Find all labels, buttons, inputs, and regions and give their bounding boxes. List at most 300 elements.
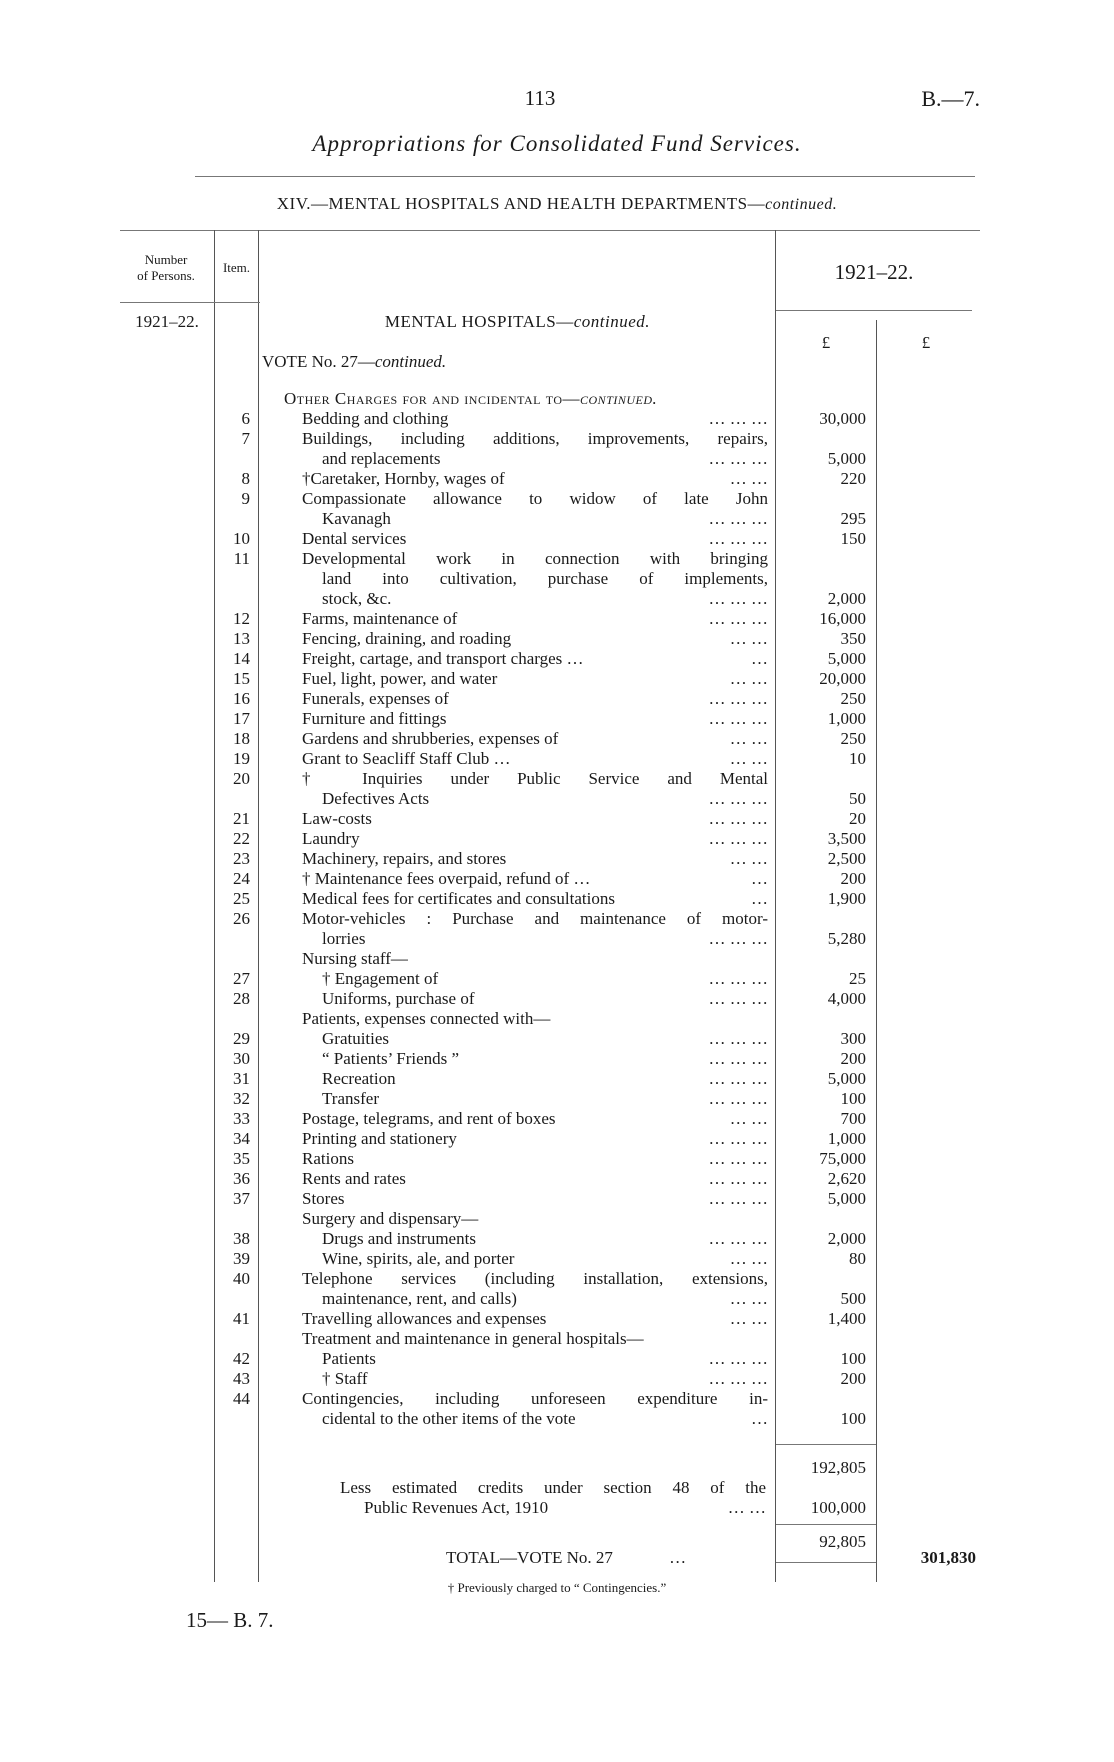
leader-dots: … … [729,1249,768,1268]
item-amount: 1,900 [827,889,866,908]
item-description-text: Machinery, repairs, and stores [302,849,507,868]
item-description-text: † Inquiries under Public Service and Mental [302,769,768,788]
table-row [0,989,1114,1009]
table-row [0,609,1114,629]
item-number: 32 [233,1089,250,1108]
leader-dots: … … … [708,1189,768,1208]
leader-dots: … … … [708,969,768,988]
item-description-text: Patients, expenses connected with— [302,1009,551,1028]
document-reference: B.—7. [921,86,980,111]
table-row [0,1229,1114,1249]
item-amount: 5,000 [827,1189,866,1208]
table-row [0,1149,1114,1169]
item-number: 20 [233,769,250,788]
page-title: Appropriations for Consolidated Fund Services. [312,131,802,156]
item-description-text: Postage, telegrams, and rent of boxes [302,1109,556,1128]
table-row [0,1089,1114,1109]
item-amount: 1,000 [827,709,866,728]
item-description [302,1149,768,1169]
item-number: 41 [233,1309,250,1328]
item-number: 38 [233,1229,250,1248]
item-description [302,729,768,749]
persons-year: 1921–22. [135,312,199,331]
item-number: 14 [233,649,250,668]
table-row [0,589,1114,609]
table-row [0,1189,1114,1209]
section-heading-continued: continued. [765,196,838,213]
item-description-text: maintenance, rent, and calls) [322,1289,517,1308]
item-description [302,909,768,929]
item-description [322,1069,768,1089]
leader-dots: … … … [708,589,768,608]
item-number: 8 [241,469,250,488]
table-row [0,449,1114,469]
item-description [322,1249,768,1269]
leader-dots: … … [729,1109,768,1128]
item-description [302,1209,768,1229]
footnote: † Previously charged to “ Contingencies.” [447,1580,667,1595]
item-description [322,1349,768,1369]
item-description-text: land into cultivation, purchase of implements, [322,569,768,588]
item-number: 6 [241,409,250,428]
item-description [322,1289,768,1309]
item-description [322,449,768,469]
item-description-text: Surgery and dispensary— [302,1209,479,1228]
item-amount: 75,000 [819,1149,866,1168]
table-top-rule [120,230,980,231]
item-description [302,429,768,449]
item-amount: 5,000 [827,649,866,668]
item-description [302,469,768,489]
item-number: 7 [241,429,250,448]
item-description-text: lorries [322,929,366,948]
leader-dots: … … … [708,1029,768,1048]
item-number: 21 [233,809,250,828]
leader-dots: … … … [708,509,768,528]
table-row [0,409,1114,429]
column-header-year: 1921–22. [834,260,914,284]
item-description-text: stock, &c. [322,589,392,608]
item-description [302,1009,768,1029]
table-row [0,1049,1114,1069]
leader-dots: … [751,869,768,888]
item-description-text: Uniforms, purchase of [322,989,475,1008]
leader-dots: … [751,889,768,908]
item-description [322,509,768,529]
item-amount: 4,000 [827,989,866,1008]
leader-dots: … … … [708,449,768,468]
item-amount: 5,000 [827,1069,866,1088]
item-description [322,1029,768,1049]
leader-dots: … … … [708,829,768,848]
leader-dots: … … [729,469,768,488]
item-description-text: Compassionate allowance to widow of late John [302,489,768,508]
leader-dots: … … … [708,1369,768,1388]
table-row [0,1129,1114,1149]
table-row [0,769,1114,789]
item-description-text: Transfer [322,1089,379,1108]
item-description [322,969,768,989]
item-description [302,709,768,729]
item-description [302,549,768,569]
table-row [0,1349,1114,1369]
item-description [302,489,768,509]
leader-dots: … … … [708,1349,768,1368]
item-description-text: Farms, maintenance of [302,609,458,628]
item-number: 30 [233,1049,250,1068]
item-description [302,1169,768,1189]
item-description-text: and replacements [322,449,441,468]
table-row [0,1069,1114,1089]
table-row [0,969,1114,989]
item-description [302,869,768,889]
item-description-text: Patients [322,1349,376,1368]
leader-dots: … … … [708,1049,768,1068]
leader-dots: … … [729,1289,768,1308]
leader-dots: … … … [708,1129,768,1148]
leader-dots: … [751,649,768,668]
table-row [0,1309,1114,1329]
item-description [302,889,768,909]
item-number: 36 [233,1169,250,1188]
section-heading [0,194,1114,214]
table-row [0,549,1114,569]
item-description [322,1369,768,1389]
leader-dots: … … … [708,409,768,428]
item-description-text: Travelling allowances and expenses [302,1309,547,1328]
header-rule-right [776,310,972,311]
table-row [0,469,1114,489]
item-number: 26 [233,909,250,928]
item-description [302,609,768,629]
vote-heading [262,352,446,372]
item-description-text: Funerals, expenses of [302,689,449,708]
leader-dots: … … … [708,989,768,1008]
table-row [0,1249,1114,1269]
table-row [0,749,1114,769]
item-description-text: Contingencies, including unforeseen expenditure in- [302,1389,768,1408]
subtotal-amount: 192,805 [810,1458,866,1477]
total-vote-label [446,1548,776,1568]
other-charges-heading [284,389,657,409]
item-number: 22 [233,829,250,848]
table-row [0,1029,1114,1049]
item-description [322,569,768,589]
item-amount: 200 [840,1049,866,1068]
item-amount: 2,000 [827,589,866,608]
item-description [302,1329,768,1349]
table-row [0,889,1114,909]
leader-dots: … … … [708,809,768,828]
item-number: 11 [233,549,250,568]
leader-dots: … … [729,669,768,688]
column-header-persons-line1: Number [144,252,188,267]
item-description-text: Developmental work in connection with bringing [302,549,768,568]
item-description-text: Laundry [302,829,360,848]
pound-sign-2: £ [921,333,931,352]
table-row [0,649,1114,669]
table-row [0,809,1114,829]
leader-dots: … … [729,749,768,768]
total-vote-dots: … [669,1548,687,1567]
less-credits-line1: Less estimated credits under section 48 of the [340,1478,766,1497]
table-row [0,689,1114,709]
table-row [0,1389,1114,1409]
item-number: 40 [233,1269,250,1288]
table-row [0,1269,1114,1289]
item-description-text: cidental to the other items of the vote [322,1409,576,1428]
less-credits-line2 [340,1498,766,1518]
item-number: 10 [233,529,250,548]
leader-dots: … … … [708,689,768,708]
item-description [302,829,768,849]
table-row [0,929,1114,949]
leader-dots: … … … [708,1169,768,1188]
table-row [0,1409,1114,1429]
item-amount: 16,000 [819,609,866,628]
table-row [0,429,1114,449]
item-amount: 500 [840,1289,866,1308]
item-amount: 300 [840,1029,866,1048]
leader-dots: … … … [708,1229,768,1248]
item-description-text: Buildings, including additions, improvements, repairs, [302,429,768,448]
table-row [0,789,1114,809]
item-number: 15 [233,669,250,688]
less-credits-amount: 100,000 [810,1498,866,1517]
item-description-text: Fencing, draining, and roading [302,629,512,648]
item-description-text: Furniture and fittings [302,709,447,728]
title-rule [195,176,975,177]
item-number: 13 [233,629,250,648]
item-amount: 2,000 [827,1229,866,1248]
page-mark: 15— B. 7. [186,1608,274,1632]
item-description-text: Defectives Acts [322,789,430,808]
item-amount: 250 [840,689,866,708]
item-amount: 50 [849,789,866,808]
table-row [0,829,1114,849]
item-description-text: Kavanagh [322,509,391,528]
item-description [322,1229,768,1249]
item-amount: 30,000 [819,409,866,428]
item-number: 29 [233,1029,250,1048]
leader-dots: … … [729,849,768,868]
table-row [0,849,1114,869]
item-amount: 150 [840,529,866,548]
item-number: 18 [233,729,250,748]
item-description [322,1049,768,1069]
page-number: 113 [524,86,556,110]
item-description-text: †Caretaker, Hornby, wages of [302,469,505,488]
item-amount: 2,620 [827,1169,866,1188]
item-description [302,409,768,429]
table-row [0,489,1114,509]
item-description-text: Nursing staff— [302,949,408,968]
item-number: 34 [233,1129,250,1148]
item-number: 23 [233,849,250,868]
item-description [302,1109,768,1129]
table-row [0,1009,1114,1029]
item-number: 28 [233,989,250,1008]
item-amount: 3,500 [827,829,866,848]
less-credits-text [340,1478,766,1518]
item-description [302,529,768,549]
item-amount: 25 [849,969,866,988]
item-number: 42 [233,1349,250,1368]
item-description [302,749,768,769]
net-amount: 92,805 [819,1532,866,1551]
item-number: 19 [233,749,250,768]
item-description [322,929,768,949]
item-amount: 250 [840,729,866,748]
item-number: 24 [233,869,250,888]
leader-dots: … … … [708,929,768,948]
item-description-text: Bedding and clothing [302,409,449,428]
leader-dots: … [751,1409,768,1428]
grand-total-amount: 301,830 [920,1548,976,1567]
item-amount: 1,000 [827,1129,866,1148]
item-description-text: Medical fees for certificates and consultations [302,889,615,908]
table-row [0,629,1114,649]
leader-dots: … … … [708,1069,768,1088]
item-amount: 220 [840,469,866,488]
item-description-text: Printing and stationery [302,1129,457,1148]
leader-dots: … … [729,629,768,648]
item-number: 16 [233,689,250,708]
item-description-text: Recreation [322,1069,396,1088]
item-description [302,629,768,649]
less-credits-line2-text: Public Revenues Act, 1910 [364,1498,549,1517]
column-header-persons [118,252,214,284]
item-number: 43 [233,1369,250,1388]
item-description-text: Grant to Seacliff Staff Club … [302,749,511,768]
table-row [0,1329,1114,1349]
mental-hospitals-heading [260,312,775,332]
item-number: 37 [233,1189,250,1208]
item-amount: 10 [849,749,866,768]
item-description-text: Gardens and shrubberies, expenses of [302,729,559,748]
table-row [0,569,1114,589]
leader-dots: … … … [708,609,768,628]
item-amount: 200 [840,1369,866,1388]
item-amount: 100 [840,1409,866,1428]
item-description [322,789,768,809]
item-amount: 5,280 [827,929,866,948]
item-amount: 5,000 [827,449,866,468]
subtotal-rule [776,1444,876,1445]
item-description-text: Drugs and instruments [322,1229,476,1248]
item-description-text: Law-costs [302,809,372,828]
item-number: 39 [233,1249,250,1268]
item-description-text: Rations [302,1149,354,1168]
item-number: 44 [233,1389,250,1408]
table-row [0,669,1114,689]
item-description [302,809,768,829]
item-description [302,1309,768,1329]
table-row [0,529,1114,549]
item-number: 12 [233,609,250,628]
item-description-text: † Engagement of [322,969,439,988]
item-number: 35 [233,1149,250,1168]
item-description [302,849,768,869]
item-amount: 700 [840,1109,866,1128]
section-heading-main: XIV.—MENTAL HOSPITALS AND HEALTH DEPARTMENTS— [276,194,766,213]
table-row [0,869,1114,889]
item-number: 17 [233,709,250,728]
item-description [302,689,768,709]
item-number: 33 [233,1109,250,1128]
total-vote-label-text: TOTAL—VOTE No. 27 [446,1548,613,1567]
leader-dots: … … … [708,1149,768,1168]
item-amount: 100 [840,1349,866,1368]
vote-heading-continued: continued. [374,352,447,371]
item-description-text: “ Patients’ Friends ” [322,1049,460,1068]
item-number: 9 [241,489,250,508]
vote-heading-text: VOTE No. 27— [262,352,375,371]
net-rule [776,1524,876,1525]
table-row [0,909,1114,929]
total-rule [776,1562,876,1563]
item-description-text: † Staff [322,1369,368,1388]
leader-dots: … … [729,1309,768,1328]
item-description [322,1409,768,1429]
item-amount: 20,000 [819,669,866,688]
item-description-text: Telephone services (including installation, extensions, [302,1269,768,1288]
column-header-persons-line2: of Persons. [137,268,195,283]
mental-hospitals-heading-continued: continued. [573,312,651,331]
item-amount: 350 [840,629,866,648]
table-row [0,1289,1114,1309]
item-number: 31 [233,1069,250,1088]
item-amount: 200 [840,869,866,888]
item-description-text: † Maintenance fees overpaid, refund of … [302,869,591,888]
item-amount: 1,400 [827,1309,866,1328]
column-header-item: Item. [222,260,251,275]
item-description-text: Treatment and maintenance in general hospitals— [302,1329,644,1348]
item-description-text: Wine, spirits, ale, and porter [322,1249,515,1268]
item-description-text: Rents and rates [302,1169,406,1188]
other-charges-heading-text: Other Charges for and incidental to— [284,389,581,408]
item-description-text: Motor-vehicles : Purchase and maintenance of motor- [302,909,768,928]
table-row [0,1209,1114,1229]
item-description [302,649,768,669]
item-description [302,669,768,689]
table-row [0,1109,1114,1129]
item-amount: 2,500 [827,849,866,868]
table-row [0,1169,1114,1189]
table-row [0,509,1114,529]
item-description [302,949,768,969]
mental-hospitals-heading-text: MENTAL HOSPITALS— [384,312,574,331]
item-description [322,989,768,1009]
item-description [302,1129,768,1149]
item-amount: 20 [849,809,866,828]
leader-dots: … … [729,729,768,748]
leader-dots: … … … [708,789,768,808]
table-row [0,1369,1114,1389]
leader-dots: … … … [708,529,768,548]
item-amount: 80 [849,1249,866,1268]
item-description [322,589,768,609]
table-row [0,949,1114,969]
item-description-text: Gratuities [322,1029,390,1048]
pound-sign-1: £ [821,333,831,352]
table-row [0,709,1114,729]
item-description [302,1189,768,1209]
less-credits-dots: … … [727,1498,766,1517]
leader-dots: … … … [708,709,768,728]
item-number: 27 [233,969,250,988]
table-row [0,729,1114,749]
